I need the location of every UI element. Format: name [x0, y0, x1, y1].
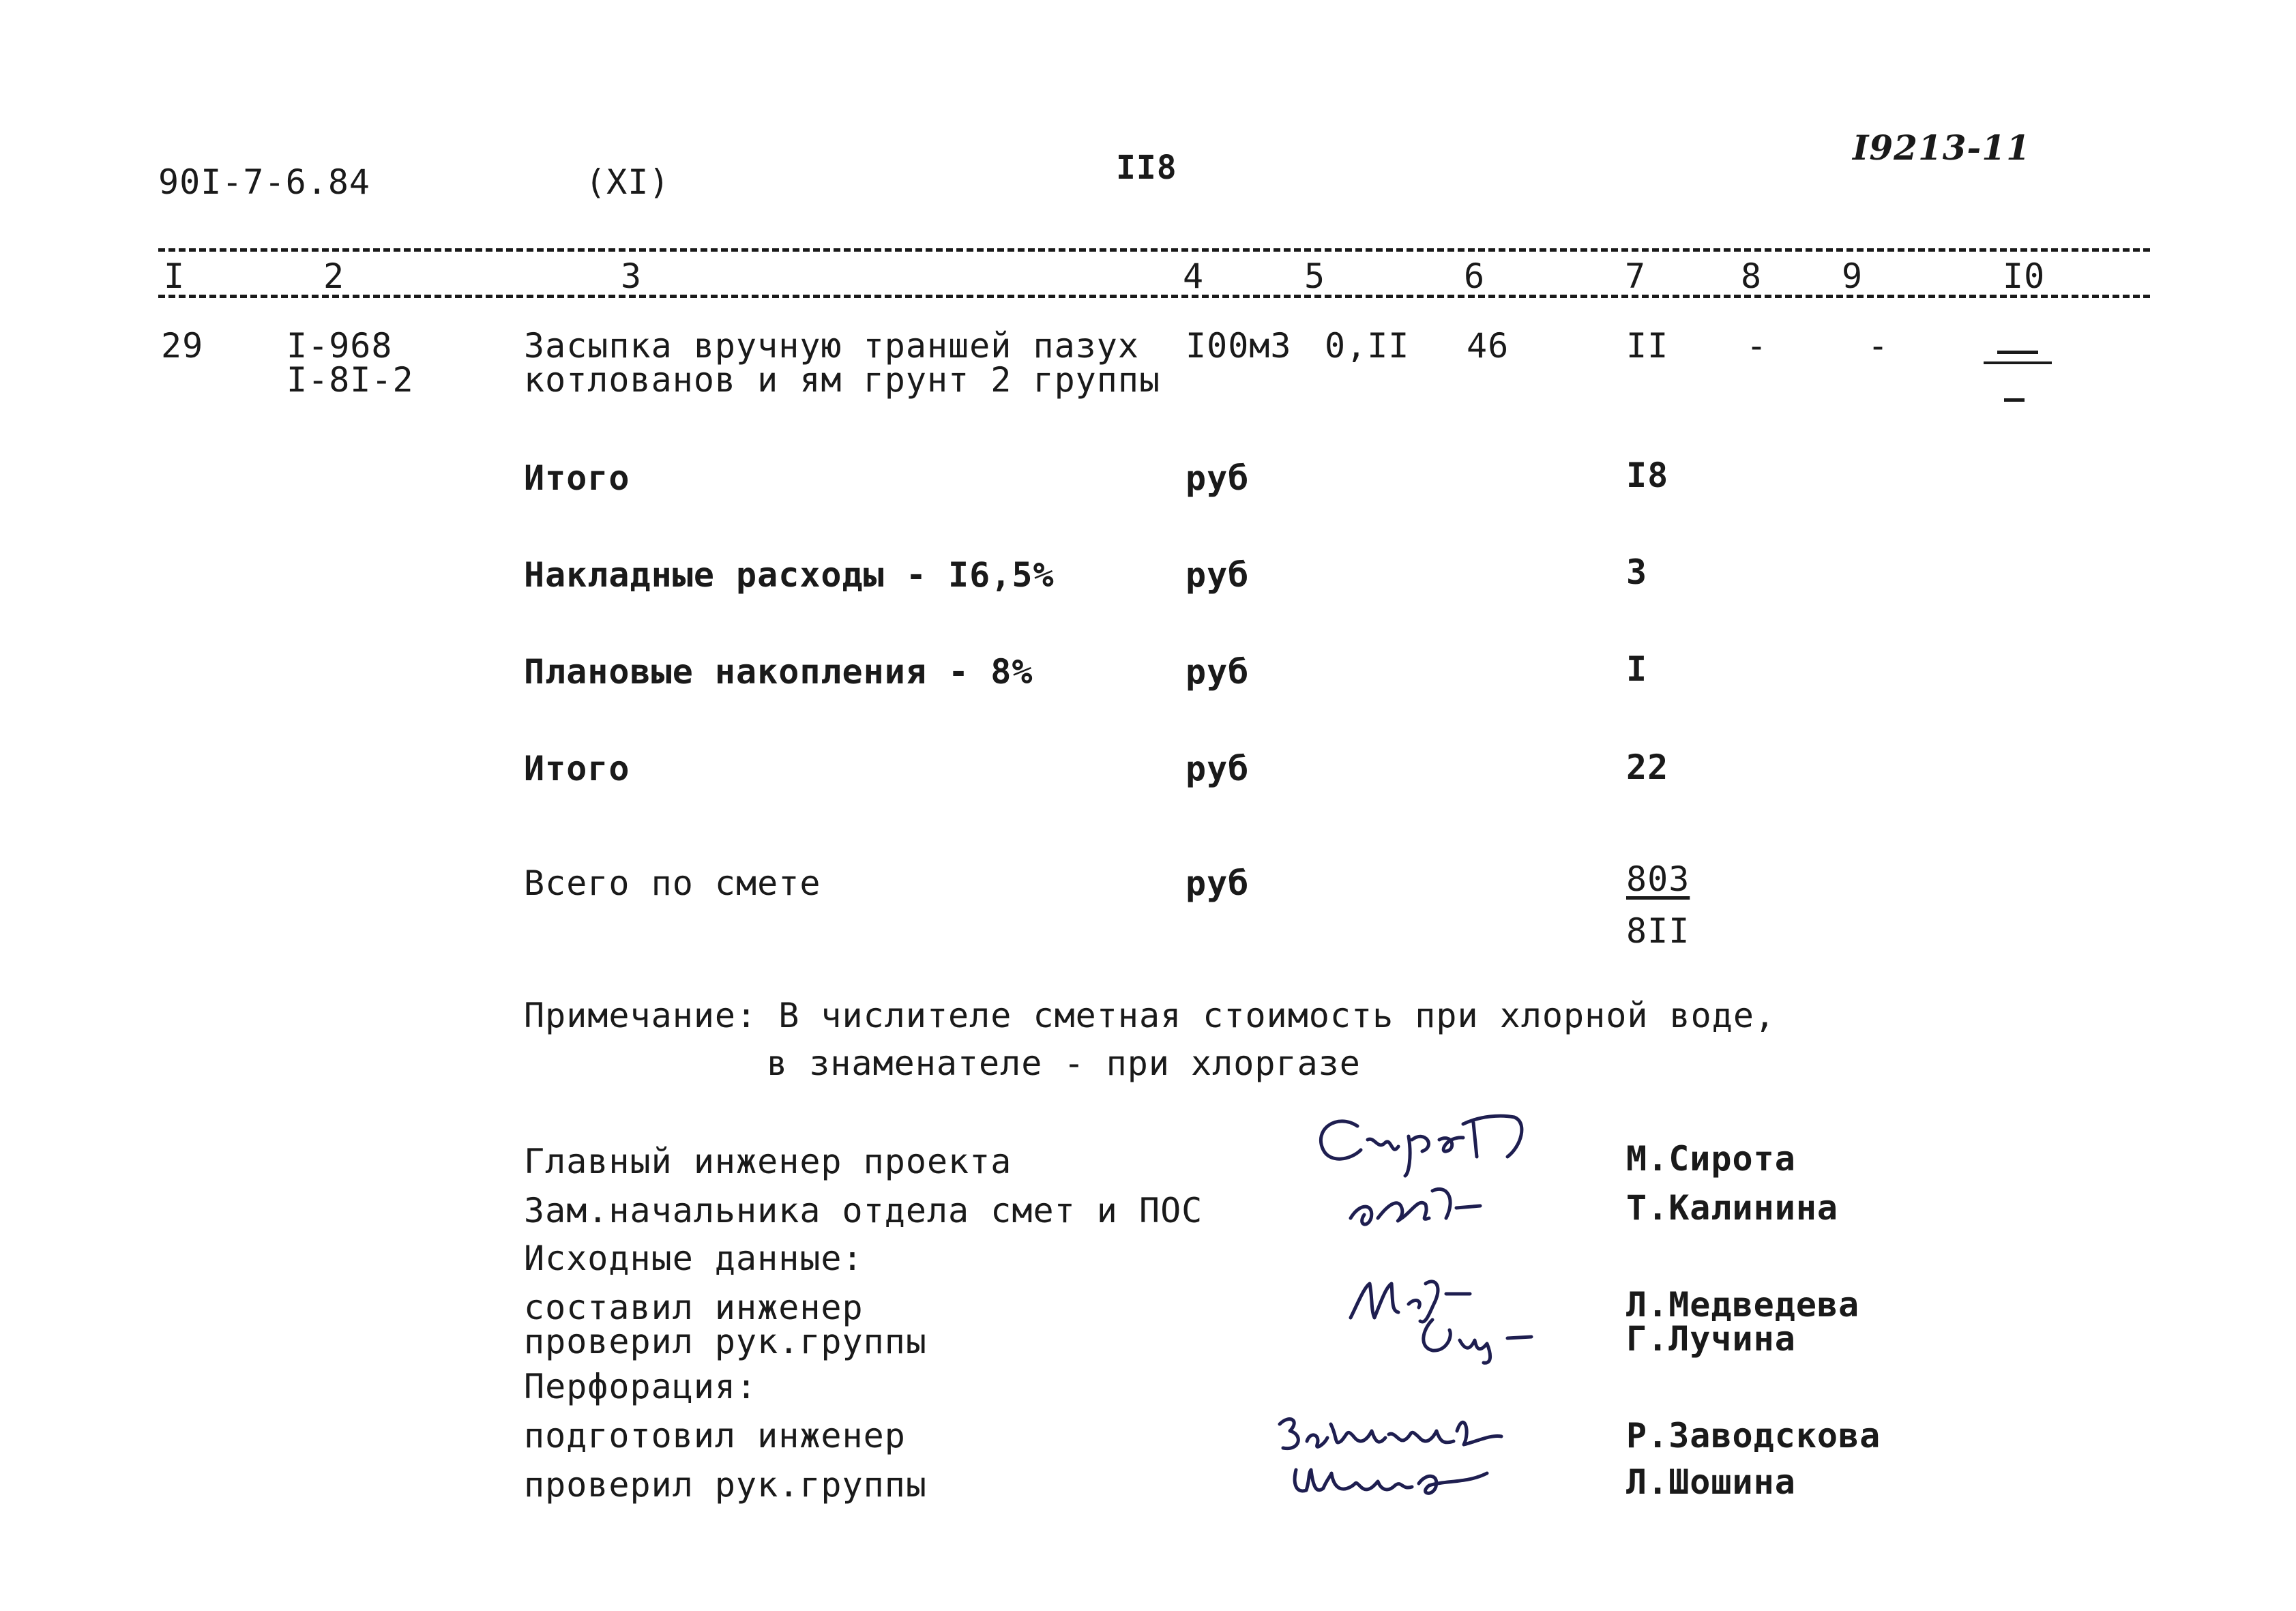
- norm-code: I-8I-2: [286, 360, 414, 400]
- signatory-role: Зам.начальника отдела смет и ПОС: [524, 1191, 1203, 1230]
- document-code: 90I-7-6.84: [158, 162, 371, 202]
- archive-number: I9213-11: [1853, 128, 2031, 168]
- grand-total-unit: руб: [1186, 863, 1250, 903]
- column-number: 9: [1842, 256, 1864, 296]
- column-number: 5: [1304, 256, 1326, 296]
- note-line: в знаменателе - при хлоргазе: [767, 1044, 1361, 1083]
- summary-label: Итого: [524, 749, 630, 788]
- signature-luchina: [1412, 1310, 1548, 1364]
- summary-label: Итого: [524, 458, 630, 498]
- grand-total-label: Всего по смете: [524, 863, 821, 903]
- norm-code: I-968: [286, 326, 393, 366]
- column-number: 3: [621, 256, 643, 296]
- grand-total-numerator: 803: [1626, 859, 1690, 899]
- page-number: II8: [1116, 149, 1177, 187]
- signature-zavodskova: [1266, 1404, 1512, 1458]
- signatory-role: Перфорация:: [524, 1367, 758, 1406]
- signatory-name: Т.Калинина: [1626, 1188, 1839, 1228]
- signatory-role: Исходные данные:: [524, 1239, 864, 1278]
- unit-cell: I00м3: [1186, 326, 1292, 366]
- signatory-role: проверил рук.группы: [524, 1322, 927, 1361]
- note-line: Примечание: В числителе сметная стоимость при хлорной воде,: [524, 996, 1776, 1035]
- signatory-name: Р.Заводскова: [1626, 1416, 1881, 1455]
- column-number: I: [164, 256, 186, 296]
- summary-label: Накладные расходы - I6,5%: [524, 555, 1055, 595]
- section-label: (XI): [585, 162, 671, 202]
- summary-unit: руб: [1186, 458, 1250, 498]
- column-number: 4: [1183, 256, 1205, 296]
- row-number: 29: [161, 326, 204, 366]
- column8-cell: -: [1746, 326, 1768, 366]
- work-description: Засыпка вручную траншей пазух: [524, 326, 1139, 366]
- price-cell: 46: [1467, 326, 1510, 366]
- summary-value: I: [1626, 649, 1648, 689]
- signatory-role: проверил рук.группы: [524, 1465, 927, 1505]
- column10-fraction-bottom: [2004, 398, 2025, 402]
- work-description: котлованов и ям грунт 2 группы: [524, 360, 1161, 400]
- summary-value: 3: [1626, 552, 1648, 592]
- column-number: 8: [1741, 256, 1763, 296]
- column-number: 7: [1625, 256, 1647, 296]
- signature-kalinina: [1344, 1177, 1521, 1232]
- signature-shoshina: [1282, 1453, 1501, 1507]
- column10-fraction-bar: [1984, 361, 2052, 364]
- column-number: 6: [1464, 256, 1486, 296]
- signatory-role: составил инженер: [524, 1288, 864, 1327]
- signature-sirota: [1310, 1109, 1583, 1177]
- signatory-name: Г.Лучина: [1626, 1319, 1796, 1359]
- column10-fraction-top: [1997, 351, 2038, 354]
- summary-value: I8: [1626, 456, 1669, 495]
- signatory-name: Л.Шошина: [1626, 1462, 1796, 1502]
- header-rule-bottom: [158, 295, 2150, 298]
- column-number: I0: [2003, 256, 2046, 296]
- header-rule-top: [158, 248, 2150, 252]
- summary-unit: руб: [1186, 555, 1250, 595]
- quantity-cell: 0,II: [1325, 326, 1410, 366]
- summary-unit: руб: [1186, 749, 1250, 788]
- total-cell: II: [1626, 326, 1669, 366]
- summary-value: 22: [1626, 748, 1669, 787]
- signatory-role: подготовил инженер: [524, 1416, 906, 1455]
- summary-label: Плановые накопления - 8%: [524, 652, 1033, 692]
- signatory-name: Л.Медведева: [1626, 1285, 1860, 1325]
- column-number: 2: [323, 256, 345, 296]
- signatory-name: М.Сирота: [1626, 1139, 1796, 1179]
- summary-unit: руб: [1186, 652, 1250, 692]
- signatory-role: Главный инженер проекта: [524, 1142, 1012, 1181]
- grand-total-denominator: 8II: [1626, 911, 1690, 951]
- column9-cell: -: [1868, 326, 1889, 366]
